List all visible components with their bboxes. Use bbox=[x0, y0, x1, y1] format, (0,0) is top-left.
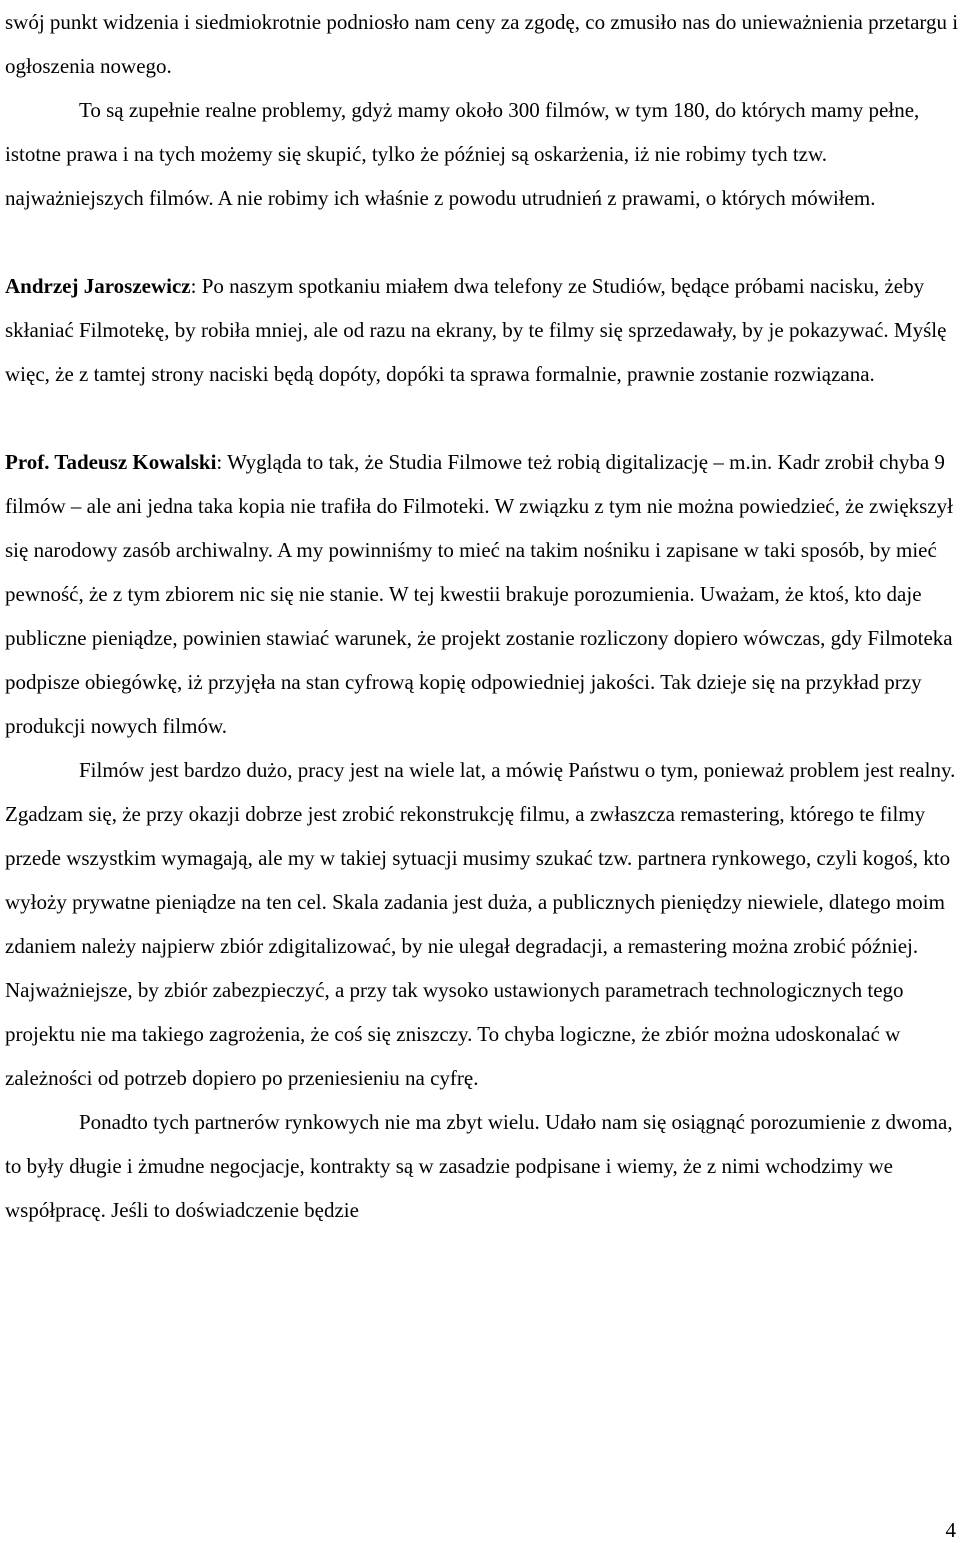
speaker-name: Prof. Tadeusz Kowalski bbox=[5, 450, 217, 474]
document-page bbox=[5, 0, 960, 1232]
paragraph-partners bbox=[5, 1100, 960, 1232]
paragraph-kowalski bbox=[5, 440, 960, 748]
paragraph-films bbox=[5, 748, 960, 1100]
paragraph-jaroszewicz bbox=[5, 264, 960, 396]
paragraph-text: To są zupełnie realne problemy, gdyż mamy około 300 filmów, w tym 180, do których mamy pełne, istotne prawa i na tych możemy się skupić, tylko że później są oskarżenia, iż nie robimy tych tzw. najważniejszych filmów. A nie robimy ich właśnie z powodu utrudnień z prawami, o których mówiłem. bbox=[5, 98, 920, 210]
paragraph-continuation bbox=[5, 0, 960, 88]
speaker-separator: : bbox=[216, 450, 228, 474]
paragraph-text: Filmów jest bardzo dużo, pracy jest na wiele lat, a mówię Państwu o tym, ponieważ problem jest realny. Zgadzam się, że przy okazji dobrze jest zrobić rekonstrukcję filmu, a zwłaszcza remastering, którego te filmy przede wszystkim wymagają, ale my w takiej sytuacji musimy szukać tzw. partnera rynkowego, czyli kogoś, kto wyłoży prywatne pieniądze na ten cel. Skala zadania jest duża, a publicznych pieniędzy niewiele, dlatego moim zdaniem należy najpierw zbiór zdigitalizować, by nie ulegał degradacji, a remastering można zrobić później. Najważniejsze, by zbiór zabezpieczyć, a przy tak wysoko ustawionych parametrach technologicznych tego projektu nie ma takiego zagrożenia, że coś się zniszczy. To chyba logiczne, że zbiór można udoskonalać w zależności od potrzeb dopiero po przeniesieniu na cyfrę. bbox=[5, 758, 956, 1090]
paragraph-text: Ponadto tych partnerów rynkowych nie ma zbyt wielu. Udało nam się osiągnąć porozumienie z dwoma, to były długie i żmudne negocjacje, kontrakty są w zasadzie podpisane i wiemy, że z nimi wchodzimy we współpracę. Jeśli to doświadczenie będzie bbox=[5, 1110, 953, 1222]
paragraph-text: Wygląda to tak, że Studia Filmowe też robią digitalizację – m.in. Kadr zrobił chyba 9 filmów – ale ani jedna taka kopia nie trafiła do Filmoteki. W związku z tym nie można powiedzieć, że zwiększył się narodowy zasób archiwalny. A my powinniśmy to mieć na takim nośniku i zapisane w taki sposób, by mieć pewność, że z tym zbiorem nic się nie stanie. W tej kwestii brakuje porozumienia. Uważam, że ktoś, kto daje publiczne pieniądze, powinien stawiać warunek, że projekt zostanie rozliczony dopiero wówczas, gdy Filmoteka podpisze obiegówkę, iż przyjęła na stan cyfrową kopię odpowiedniej jakości. Tak dzieje się na przykład przy produkcji nowych filmów. bbox=[5, 450, 953, 738]
page-number: 4 bbox=[945, 1518, 956, 1542]
paragraph-text: Po naszym spotkaniu miałem dwa telefony ze Studiów, będące próbami nacisku, żeby skłaniać Filmotekę, by robiła mniej, ale od razu na ekrany, by te filmy się sprzedawały, by je pokazywać. Myślę więc, że z tamtej strony naciski będą dopóty, dopóki ta sprawa formalnie, prawnie zostanie rozwiązana. bbox=[5, 274, 947, 386]
paragraph-text: swój punkt widzenia i siedmiokrotnie podniosło nam ceny za zgodę, co zmusiło nas do unieważnienia przetargu i ogłoszenia nowego. bbox=[5, 10, 959, 78]
speaker-separator: : bbox=[190, 274, 202, 298]
paragraph-problems bbox=[5, 88, 960, 220]
speaker-name: Andrzej Jaroszewicz bbox=[5, 274, 191, 298]
